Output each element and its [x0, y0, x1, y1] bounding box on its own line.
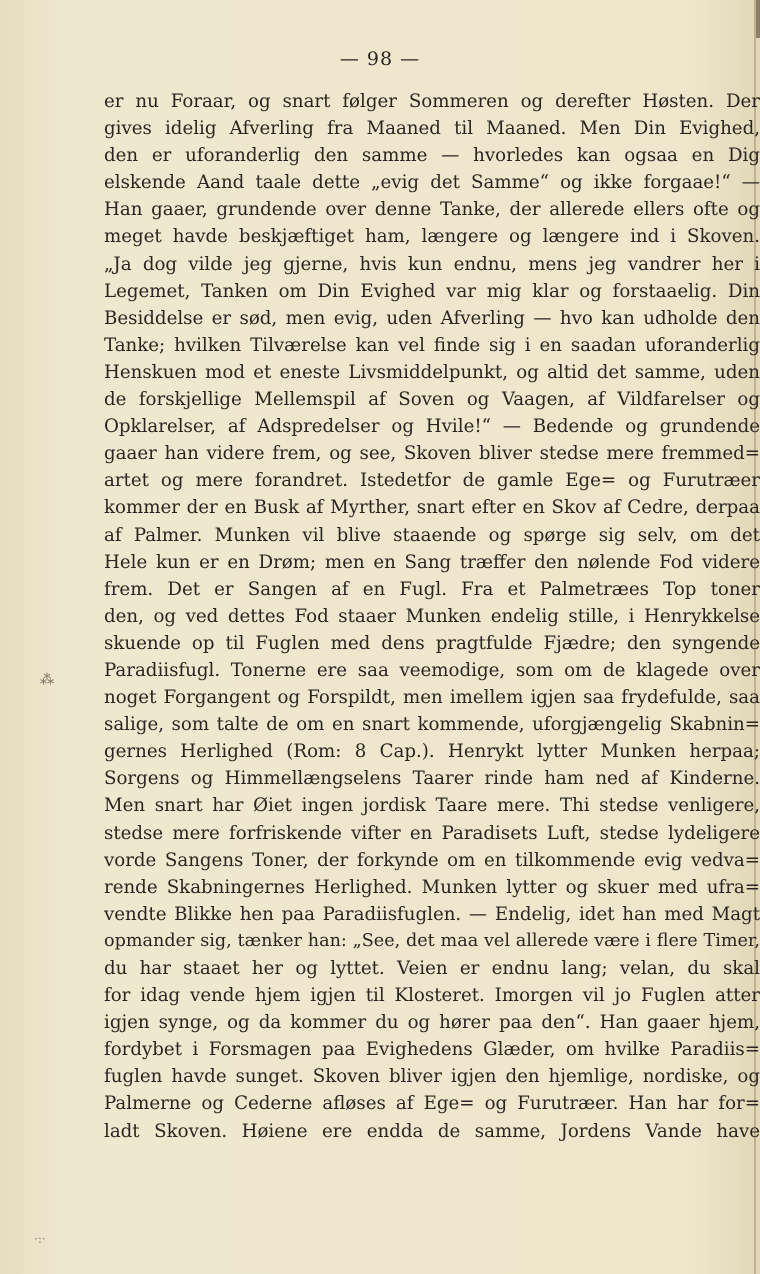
- text-line: meget havde beskjæftiget ham, længere og længere ind i Skoven.: [104, 226, 760, 248]
- text-line: ladt Skoven. Høiene ere endda de samme, Jordens Vande have: [104, 1120, 760, 1142]
- text-line: „Ja dog vilde jeg gjerne, hvis kun endnu, mens jeg vandrer her i: [104, 253, 760, 275]
- text-line: skuende op til Fuglen med dens pragtfulde Fjædre; den syngende: [104, 632, 760, 654]
- text-line: opmander sig, tænker han: „See, det maa vel allerede være i flere Timer,: [104, 930, 760, 951]
- text-line: fordybet i Forsmagen paa Evighedens Glæder, om hvilke Paradiis=: [104, 1039, 760, 1061]
- text-line: Hele kun er en Drøm; men en Sang træffer den nølende Fod videre: [104, 551, 760, 573]
- text-line: Sorgens og Himmellængselens Taarer rinde ham ned af Kinderne.: [104, 768, 760, 790]
- text-line: den, og ved dettes Fod staaer Munken endelig stille, i Henrykkelse: [104, 605, 760, 627]
- body-text: [104, 88, 760, 1145]
- text-line: gaaer han videre frem, og see, Skoven bliver stedse mere fremmed=: [104, 443, 760, 465]
- page-number: — 98 —: [339, 48, 421, 70]
- margin-mark-bottom: ·:·: [34, 1232, 46, 1246]
- text-line: Men snart har Øiet ingen jordisk Taare mere. Thi stedse venligere,: [104, 795, 760, 817]
- text-line: noget Forgangent og Forspildt, men imellem igjen saa frydefulde, saa: [104, 687, 760, 709]
- text-line: Henskuen mod et eneste Livsmiddelpunkt, og altid det samme, uden: [104, 361, 760, 383]
- text-line: elskende Aand taale dette „evig det Samme“ og ikke forgaae!“ —: [104, 172, 760, 194]
- text-line: gernes Herlighed (Rom: 8 Cap.). Henrykt lytter Munken herpaa;: [104, 741, 760, 763]
- text-line: kommer der en Busk af Myrther, snart efter en Skov af Cedre, derpaa: [104, 497, 760, 519]
- text-line: den er uforanderlig den samme — hvorledes kan ogsaa en Dig: [104, 145, 760, 167]
- text-line: de forskjellige Mellemspil af Soven og Vaagen, af Vildfarelser og: [104, 389, 760, 411]
- text-line: Legemet, Tanken om Din Evighed var mig klar og forstaaelig. Din: [104, 280, 760, 302]
- text-line: frem. Det er Sangen af en Fugl. Fra et Palmetræes Top toner: [104, 578, 760, 600]
- text-line: Paradiisfugl. Tonerne ere saa veemodige, som om de klagede over: [104, 659, 760, 681]
- text-line: Tanke; hvilken Tilværelse kan vel finde sig i en saadan uforanderlig: [104, 334, 760, 356]
- text-line: er nu Foraar, og snart følger Sommeren og derefter Høsten. Der: [104, 91, 760, 112]
- text-line: du har staaet her og lyttet. Veien er endnu lang; velan, du skal: [104, 958, 760, 979]
- text-line: salige, som talte de om en snart kommende, uforgjængelig Skabnin=: [104, 714, 760, 736]
- text-line: af Palmer. Munken vil blive staaende og spørge sig selv, om det: [104, 524, 760, 546]
- text-line: vendte Blikke hen paa Paradiisfuglen. — Endelig, idet han med Magt: [104, 903, 760, 925]
- text-line: gives idelig Afverling fra Maaned til Maaned. Men Din Evighed,: [104, 118, 760, 140]
- text-line: Opklarelser, af Adspredelser og Hvile!“ — Bedende og grundende: [104, 416, 760, 438]
- text-line: vorde Sangens Toner, der forkynde om en tilkommende evig vedva=: [104, 849, 760, 871]
- text-line: igjen synge, og da kommer du og hører paa den“. Han gaaer hjem,: [104, 1012, 760, 1034]
- text-line: Palmerne og Cederne afløses af Ege= og Furutræer. Han har for=: [104, 1093, 760, 1115]
- text-line: fuglen havde sunget. Skoven bliver igjen den hjemlige, nordiske, og: [104, 1066, 760, 1088]
- text-line: Han gaaer, grundende over denne Tanke, der allerede ellers ofte og: [104, 199, 760, 221]
- margin-mark: ⁂: [40, 672, 54, 688]
- text-line: for idag vende hjem igjen til Klosteret. Imorgen vil jo Fuglen atter: [104, 985, 760, 1007]
- text-line: rende Skabningernes Herlighed. Munken lytter og skuer med ufra=: [104, 876, 760, 898]
- page-edge-mark: [756, 0, 760, 38]
- text-line: Besiddelse er sød, men evig, uden Afverling — hvo kan udholde den: [104, 307, 760, 329]
- text-line: stedse mere forfriskende vifter en Paradisets Luft, stedse lydeligere: [104, 822, 760, 844]
- text-line: artet og mere forandret. Istedetfor de gamle Ege= og Furutræer: [104, 470, 760, 492]
